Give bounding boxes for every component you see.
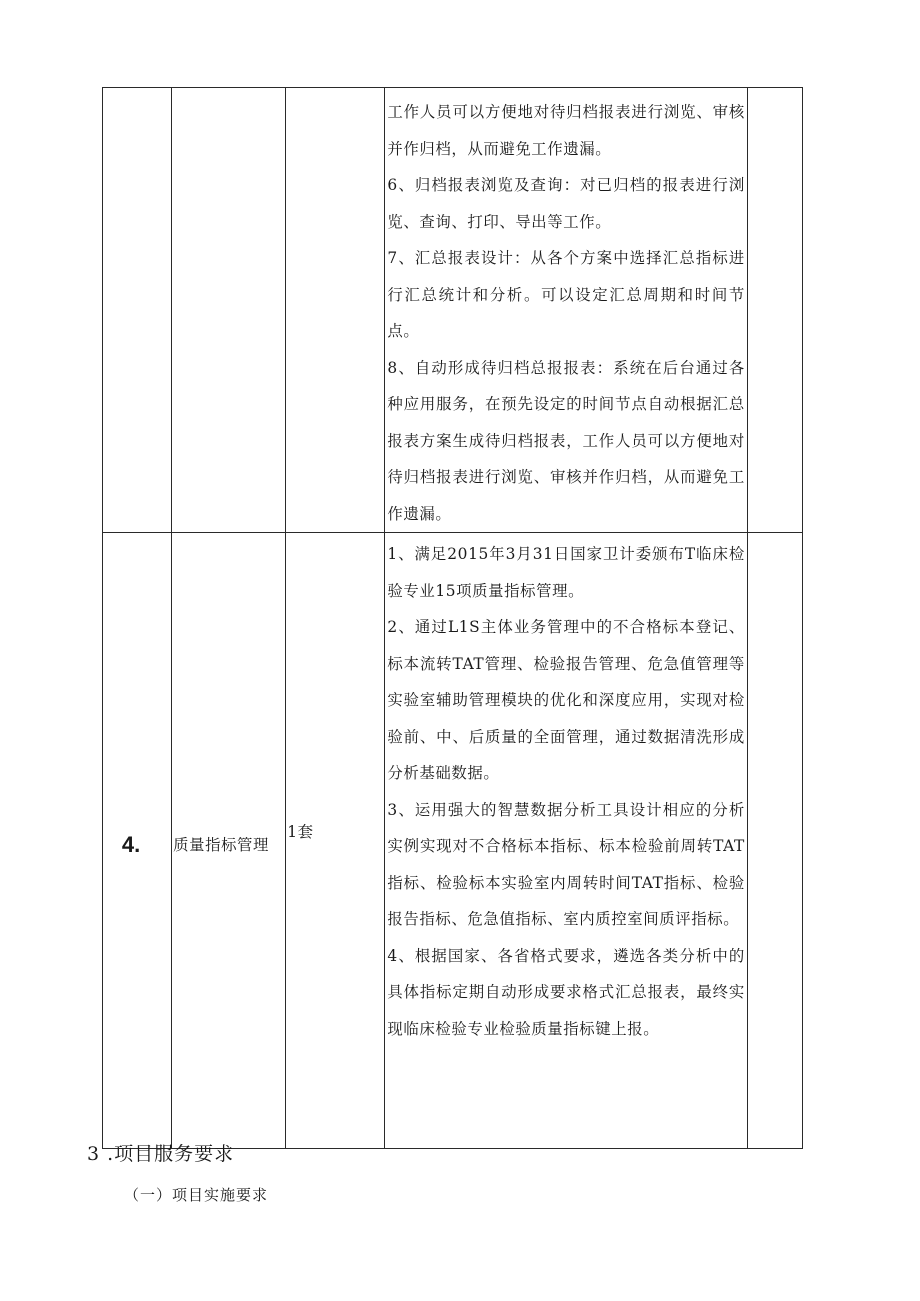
- quantity-cell: [286, 88, 385, 533]
- item-name: 质量指标管理: [173, 835, 270, 854]
- description-paragraph: 3、运用强大的智慧数据分析工具设计相应的分析实例实现对不合格标本指标、标本检验前周转TAT指标、检验标本实验室内周转时间TAT指标、检验报告指标、危急值指标、室内质控室间质评指标。: [387, 800, 745, 928]
- table-row: [103, 533, 803, 1149]
- remark-cell: [747, 88, 802, 533]
- description-paragraph: 7、汇总报表设计：从各个方案中选择汇总指标进行汇总统计和分析。可以设定汇总周期和时间节点。: [387, 249, 745, 340]
- description-cell: [385, 533, 748, 1149]
- item-name-cell: [172, 88, 286, 533]
- description-paragraph: 6、归档报表浏览及查询：对已归档的报表进行浏览、查询、打印、导出等工作。: [387, 176, 745, 231]
- quantity: 1套: [287, 822, 314, 841]
- number-cell: [103, 88, 172, 533]
- number-cell: [103, 533, 172, 1149]
- row-number: 4.: [121, 831, 141, 857]
- description-cell: [385, 88, 748, 533]
- description-paragraph: 8、自动形成待归档总报报表：系统在后台通过各种应用服务，在预先设定的时间节点自动根据汇总报表方案生成待归档报表，工作人员可以方便地对待归档报表进行浏览、审核并作归档，从而避免工作遗漏。: [387, 358, 745, 523]
- requirements-table: [102, 87, 803, 1149]
- sub-heading: （一）项目实施要求: [124, 1186, 269, 1204]
- description-paragraph: 1、满足2015年3月31日国家卫计委颁布T临床检验专业15项质量指标管理。: [387, 545, 745, 600]
- description-paragraph: 2、通过L1S主体业务管理中的不合格标本登记、标本流转TAT管理、检验报告管理、危急值管理等实验室辅助管理模块的优化和深度应用，实现对检验前、中、后质量的全面管理，通过数据清洗形成分析基础数据。: [387, 618, 745, 782]
- item-name-cell: [172, 533, 286, 1149]
- section-heading: 3 .项目服务要求: [87, 1143, 235, 1165]
- remark-cell: [747, 533, 802, 1149]
- quantity-cell: [286, 533, 385, 1149]
- table-row: [103, 88, 803, 533]
- description-paragraph: 4、根据国家、各省格式要求，遴选各类分析中的具体指标定期自动形成要求格式汇总报表，最终实现临床检验专业检验质量指标键上报。: [387, 946, 745, 1038]
- description-paragraph: 工作人员可以方便地对待归档报表进行浏览、审核并作归档，从而避免工作遗漏。: [387, 103, 745, 158]
